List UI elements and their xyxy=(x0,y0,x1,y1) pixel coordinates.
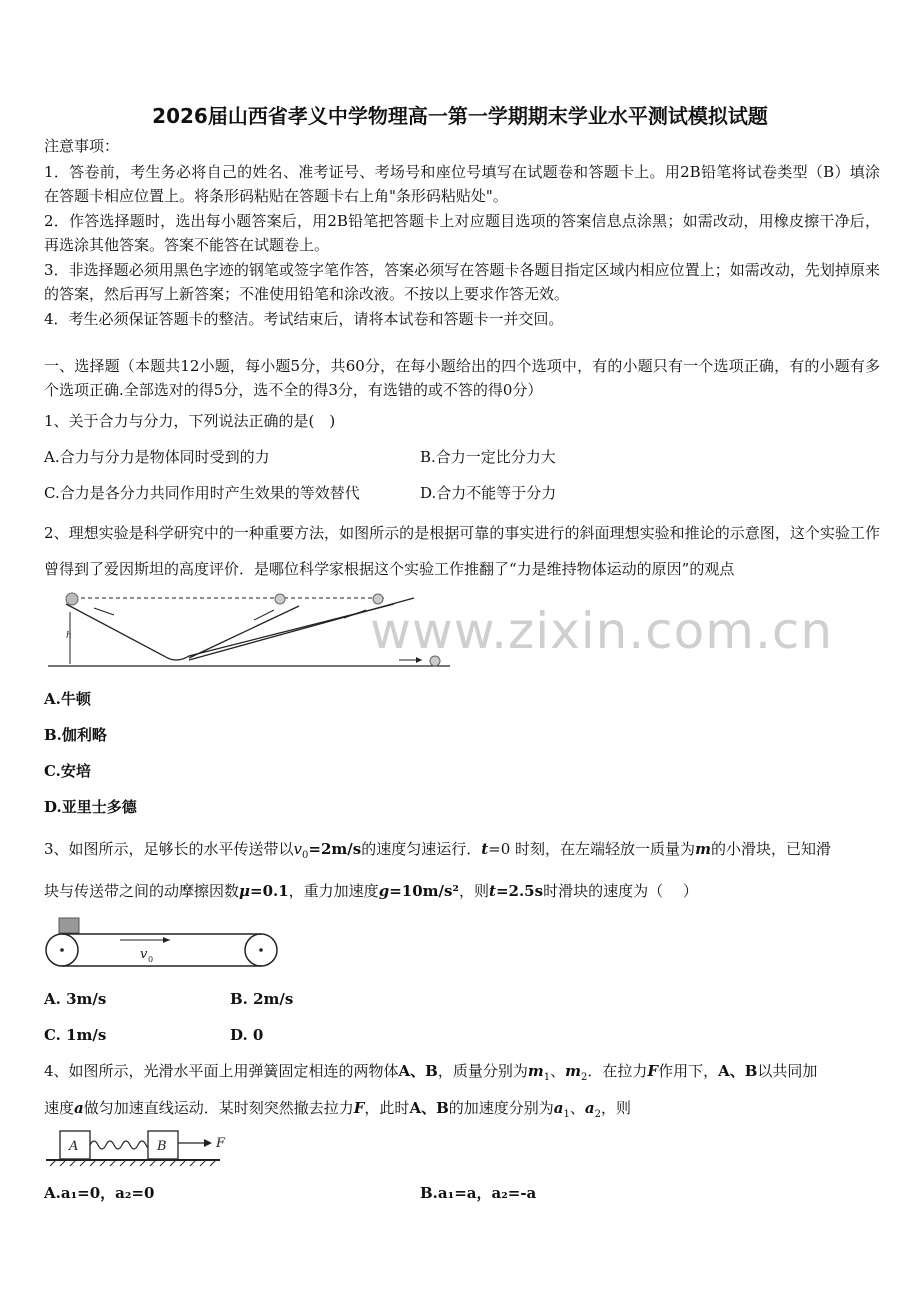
q2-figure-h-label: h xyxy=(66,631,72,641)
q3-option-d: D. 0 xyxy=(230,1026,264,1044)
q3-stem-line-2: 块与传送带之间的动摩擦因数μ=0.1，重力加速度g=10m/s²，则t=2.5s时滑块的速度为（ ） xyxy=(44,882,698,900)
q4-figure-f-label: F xyxy=(216,1136,226,1151)
q3-option-b: B. 2m/s xyxy=(230,990,294,1008)
q3-stem-line-1: 3、如图所示，足够长的水平传送带以$v_0=2m/s$的速度匀速运行．t=0 时刻，在左端轻放一质量为m的小滑块，已知滑 xyxy=(44,840,831,861)
q2-option-b: B.伽利略 xyxy=(44,726,107,744)
q3-conveyor-figure xyxy=(44,916,280,972)
q1-option-d: D.合力不能等于分力 xyxy=(420,484,557,502)
notice-heading: 注意事项： xyxy=(44,137,120,155)
q4-option-b: B.a₁=a，a₂=-a xyxy=(420,1184,537,1202)
q1-stem: 1、关于合力与分力，下列说法正确的是( ) xyxy=(44,412,336,430)
q4-stem-line-2: 速度a做匀加速直线运动．某时刻突然撤去拉力F，此时A、B的加速度分别为$a_1$、$a_2$，则 xyxy=(44,1099,632,1120)
q3-option-c: C. 1m/s xyxy=(44,1026,107,1044)
q1-option-a: A.合力与分力是物体同时受到的力 xyxy=(44,448,270,466)
q4-figure-block-a-label: A xyxy=(69,1139,79,1154)
page-title: 2026届山西省孝义中学物理高一第一学期期末学业水平测试模拟试题 xyxy=(152,104,768,128)
q4-spring-figure xyxy=(44,1128,234,1168)
q3-figure-v0-subscript: 0 xyxy=(148,955,154,964)
notice-item-1: 1．答卷前，考生务必将自己的姓名、准考证号、考场号和座位号填写在试题卷和答题卡上。用2B铅笔将试卷类型（B）填涂在答题卡相应位置上。将条形码粘贴在答题卡右上角"条形码粘贴处"。 xyxy=(44,163,880,205)
q4-stem-line-1: 4、如图所示，光滑水平面上用弹簧固定相连的两物体A、B，质量分别为$m_1$、$m_2$．在拉力F作用下，A、B以共同加 xyxy=(44,1062,818,1083)
q2-option-d: D.亚里士多德 xyxy=(44,798,137,816)
section-heading: 一、选择题（本题共12小题，每小题5分，共60分，在每小题给出的四个选项中，有的小题只有一个选项正确，有的小题有多个选项正确.全部选对的得5分，选不全的得3分，有选错的或不答的得0分） xyxy=(44,357,880,399)
q4-figure-block-b-label: B xyxy=(157,1139,167,1154)
q2-option-a: A.牛顿 xyxy=(44,690,91,708)
q1-option-c: C.合力是各分力共同作用时产生效果的等效替代 xyxy=(44,484,360,502)
watermark: www.zixin.com.cn xyxy=(370,602,834,660)
q4-option-a: A.a₁=0，a₂=0 xyxy=(44,1184,155,1202)
notice-item-3: 3．非选择题必须用黑色字迹的钢笔或签字笔作答，答案必须写在答题卡各题目指定区域内相应位置上；如需改动，先划掉原来的答案，然后再写上新答案；不准使用铅笔和涂改液。不按以上要求作答无效。 xyxy=(44,261,880,303)
q1-option-b: B.合力一定比分力大 xyxy=(420,448,556,466)
q3-figure-v0-label: v xyxy=(140,947,148,962)
notice-item-2: 2．作答选择题时，选出每小题答案后，用2B铅笔把答题卡上对应题目选项的答案信息点涂黑；如需改动，用橡皮擦干净后，再选涂其他答案。答案不能答在试题卷上。 xyxy=(44,212,880,254)
q2-option-c: C.安培 xyxy=(44,762,91,780)
q3-option-a: A. 3m/s xyxy=(44,990,107,1008)
notice-item-4: 4．考生必须保证答题卡的整洁。考试结束后，请将本试卷和答题卡一并交回。 xyxy=(44,310,564,328)
q2-stem: 2、理想实验是科学研究中的一种重要方法，如图所示的是根据可靠的事实进行的斜面理想实验和推论的示意图，这个实验工作曾得到了爱因斯坦的高度评价．是哪位科学家根据这个实验工作推翻了“力是维持物体运动的原因”的观点 xyxy=(44,524,880,578)
